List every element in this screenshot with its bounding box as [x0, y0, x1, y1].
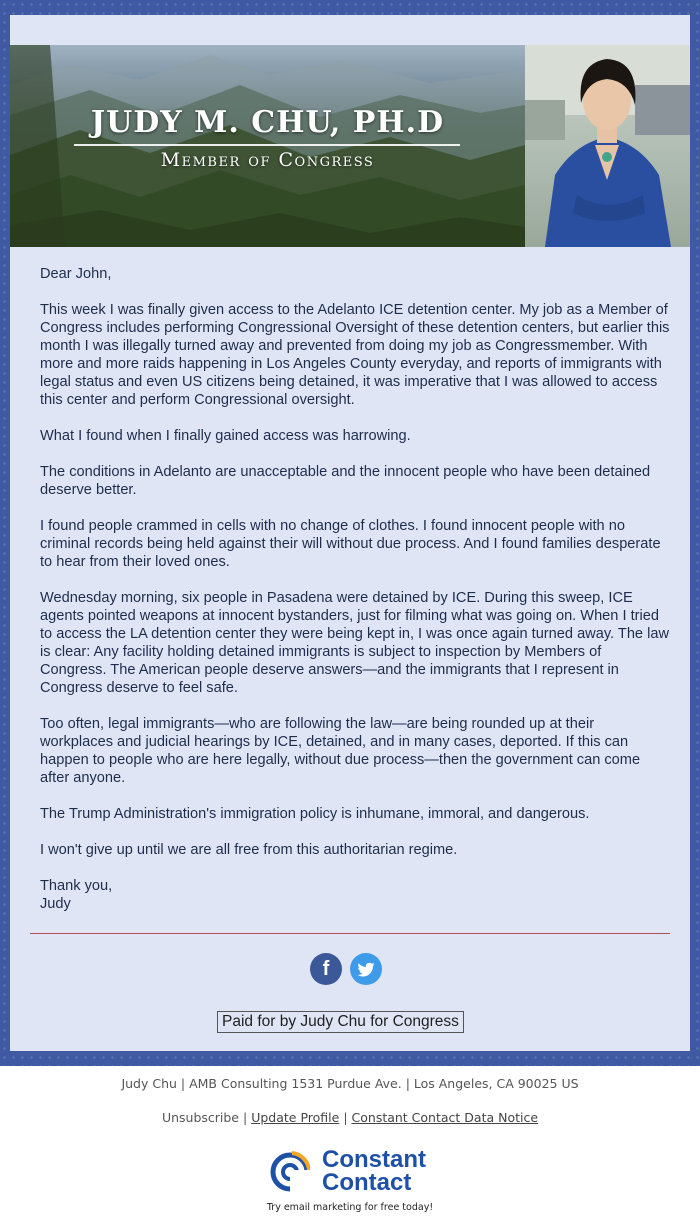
brand-line-2: Contact: [322, 1169, 412, 1196]
letter-paragraph: Wednesday morning, six people in Pasadena were detained by ICE. During this sweep, ICE agents pointed weapons at innocent bystanders, just for filming what was going on. When I tried to access the LA detention center they were being kept in, I was once again turned away. The law is clear: Any facility holding detained immigrants is subject to inspection by Members of Congress. The American people deserve answers—and the immigrants that I represent in Congress deserve to feel safe.: [40, 590, 669, 696]
letter-paragraph: This week I was finally given access to the Adelanto ICE detention center. My job as a Member of Congress includes performing Congressional Oversight of these detention centers, but earlier this month I was illegally turned away and prevented from doing my job as Congressmember. With more and more raids happening in Los Angeles County everyday, and reports of immigrants with legal status and even US citizens being detained, it was imperative that I was allowed to access this center and perform Congressional oversight.: [40, 302, 670, 408]
link-separator: |: [343, 1110, 348, 1125]
letter-paragraph: The Trump Administration's immigration policy is inhumane, immoral, and dangerous.: [40, 806, 590, 822]
twitter-bird-icon: [350, 953, 382, 985]
constant-contact-wordmark[interactable]: [322, 1148, 426, 1194]
letter-paragraph: What I found when I finally gained access was harrowing.: [40, 428, 411, 444]
data-notice-link[interactable]: Constant Contact Data Notice: [351, 1110, 539, 1125]
paid-for-disclaimer: Paid for by Judy Chu for Congress: [217, 1011, 464, 1033]
mountain-landscape-image: [10, 45, 525, 247]
letter-body: [40, 265, 670, 913]
signature: Judy: [40, 896, 71, 912]
section-divider: [30, 933, 670, 934]
banner-divider: [74, 144, 460, 146]
facebook-glyph: f: [322, 958, 330, 980]
banner-subtitle: Member of Congress: [160, 149, 375, 171]
footer-links: [0, 1110, 700, 1125]
header-banner: [10, 45, 690, 247]
update-profile-link[interactable]: Update Profile: [251, 1110, 340, 1125]
brand-line-1: Constant: [322, 1146, 426, 1173]
letter-paragraph: I found people crammed in cells with no change of clothes. I found innocent people with no criminal records being held against their will without due process. And I found families desperate to hear from their loved ones.: [40, 518, 661, 570]
sender-address: Judy Chu | AMB Consulting 1531 Purdue Ave. | Los Angeles, CA 90025 US: [121, 1076, 579, 1091]
greeting: Dear John,: [40, 266, 112, 282]
email-card: [10, 15, 690, 1051]
closing: Thank you,: [40, 878, 113, 894]
email-footer: [0, 1066, 700, 1226]
letter-paragraph: The conditions in Adelanto are unacceptable and the innocent people who have been detained deserve better.: [40, 464, 651, 498]
banner-name: JUDY M. CHU, PH.D: [90, 105, 445, 140]
unsubscribe-link[interactable]: Unsubscribe: [161, 1110, 240, 1125]
brand-tagline[interactable]: Try email marketing for free today!: [266, 1202, 434, 1213]
link-separator: |: [243, 1110, 248, 1125]
letter-paragraph: Too often, legal immigrants—who are following the law—are being rounded up at their workplaces and judicial hearings by ICE, detained, and in many cases, deported. If this can happen to people who are here legally, without due process—then the government can come after anyone.: [40, 716, 641, 786]
portrait-photo: [525, 45, 690, 247]
letter-paragraph: I won't give up until we are all free from this authoritarian regime.: [40, 842, 458, 858]
facebook-icon[interactable]: [310, 953, 342, 985]
constant-contact-logo-icon[interactable]: [270, 1148, 310, 1192]
twitter-icon[interactable]: [350, 953, 382, 985]
